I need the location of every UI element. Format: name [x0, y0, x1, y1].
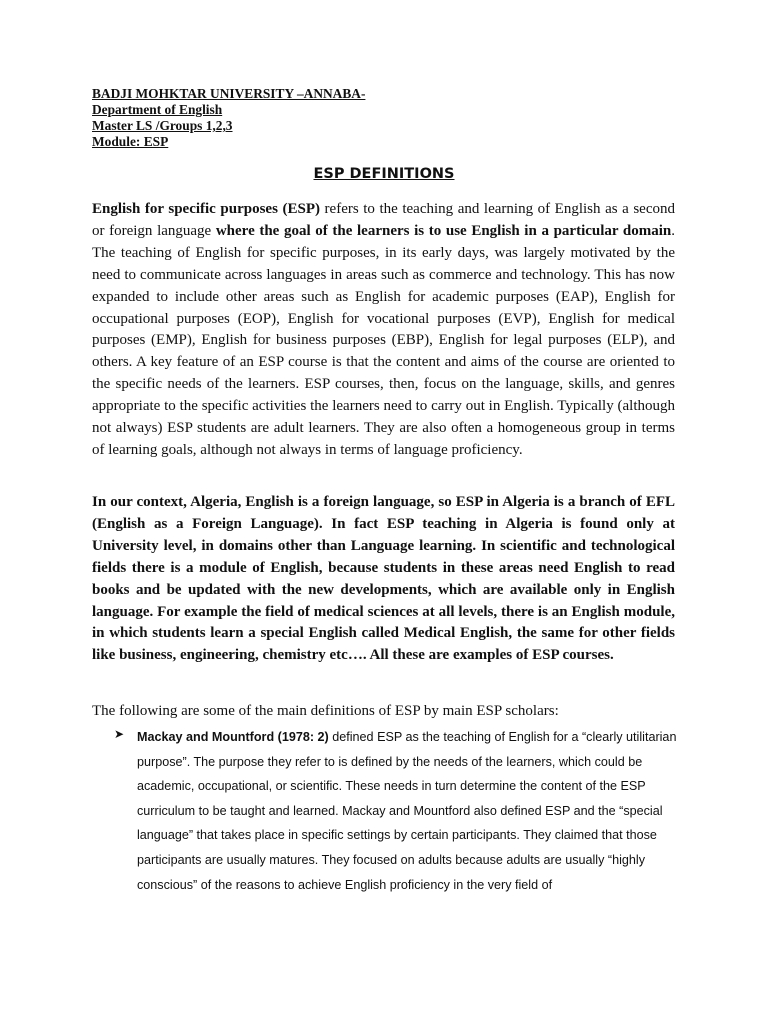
master-groups: Master LS /Groups 1,2,3 — [92, 118, 233, 133]
module-name: Module: ESP — [92, 134, 169, 149]
paragraph1-text1: refers to the teaching and learning of English as a second or foreign language — [92, 201, 675, 239]
paragraph-esp-definition — [92, 199, 675, 462]
bullet-body: defined ESP as the teaching of English for a “clearly utilitarian purpose”. The purpose they refer to is defined by the needs of the learners, which could be academic, occupational, or scientific. These needs in turn determine the content of the ESP curriculum to be taught and learned. Mackay and Mountford also defined ESP and the “special language” that takes place in specific settings by certain participants. They claimed that those participants are usually matures. They focused on adults because adults are usually “highly conscious” of the reasons to achieve English proficiency in the very field of — [137, 730, 677, 892]
paragraph1-text2: . The teaching of English for specific purposes, in its early days, was largely motivated by the need to communicate across languages in areas such as commerce and technology. This has now expanded to include other areas such as English for academic purposes (EAP), English for occupational purposes (EOP), English for vocational purposes (EVP), English for medical purposes (EMP), English for business purposes (EBP), English for legal purposes (ELP), and others. A key feature of an ESP course is that the content and aims of the course are oriented to the specific needs of the learners. ESP courses, then, focus on the language, skills, and genres appropriate to the specific activities the learners need to carry out in English. Typically (although not always) ESP students are adult learners. They are also often a homogeneous group in terms of learning goals, although not always in terms of language proficiency. — [92, 222, 676, 458]
list-item — [114, 725, 680, 897]
paragraph1-bold2: where the goal of the learners is to use English in a particular domain — [215, 222, 672, 239]
paragraph-intro-definitions: The following are some of the main definitions of ESP by main ESP scholars: — [92, 703, 559, 719]
document-header — [92, 86, 365, 150]
page-title: ESP DEFINITIONS — [313, 166, 455, 182]
university-name: BADJI MOHKTAR UNIVERSITY –ANNABA- — [92, 86, 366, 101]
department-name: Department of English — [92, 102, 223, 117]
arrow-bullet-icon: ➤ — [114, 727, 125, 741]
definitions-list — [114, 725, 680, 897]
paragraph1-lead: English for specific purposes (ESP) — [92, 201, 320, 217]
paragraph-algeria-context: In our context, Algeria, English is a foreign language, so ESP in Algeria is a branch of EFL (English as a Foreign Language). In fact ESP teaching in Algeria is found only at University level, in domains other than Language learning. In scientific and technological fields there is a module of English, because students in these areas need English to read books and be updated with the new developments, which are available only in English language. For example the field of medical sciences at all levels, there is an English module, in which students learn a special English called Medical English, the same for other fields like business, engineering, chemistry etc…. All these are examples of ESP courses. — [92, 494, 675, 664]
bullet-author: Mackay and Mountford (1978: 2) — [137, 730, 329, 744]
bullet-text — [137, 725, 680, 897]
